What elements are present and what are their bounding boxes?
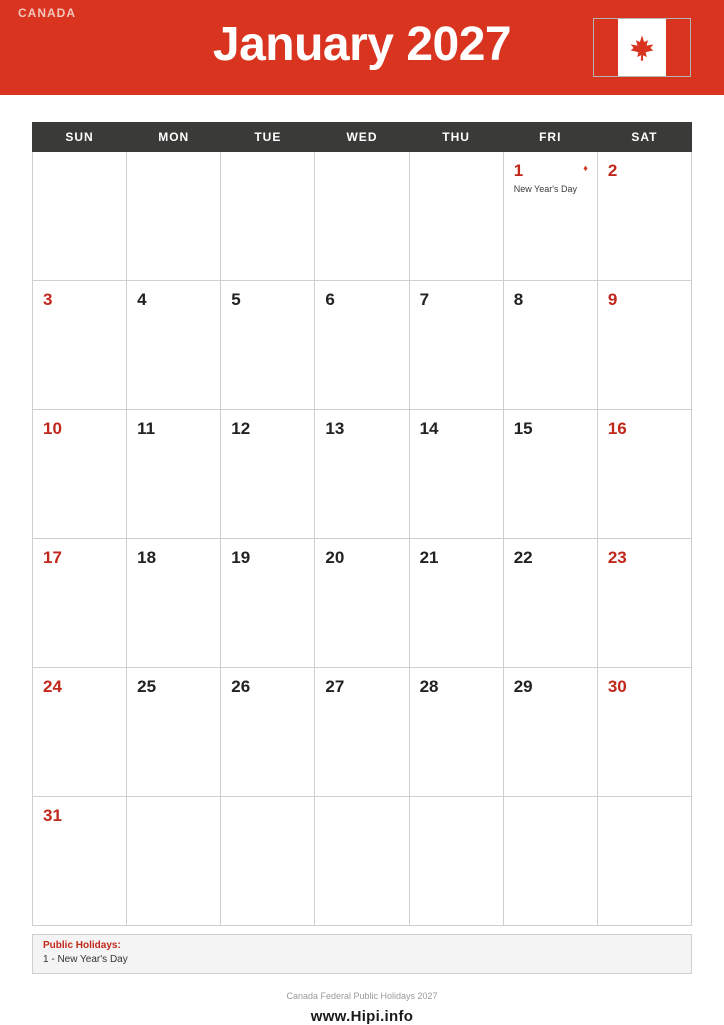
calendar-empty-cell xyxy=(127,152,221,281)
weekday-header-thu: THU xyxy=(409,123,503,152)
calendar-day-cell[interactable] xyxy=(33,668,127,797)
calendar-day-cell[interactable] xyxy=(409,281,503,410)
calendar-day-cell[interactable] xyxy=(33,539,127,668)
public-holidays-item: 1 - New Year's Day xyxy=(43,954,128,965)
calendar-empty-cell xyxy=(409,797,503,926)
day-number: 26 xyxy=(231,677,251,696)
country-label: CANADA xyxy=(18,6,76,20)
day-number: 28 xyxy=(419,677,439,696)
day-number: 2 xyxy=(607,161,618,180)
calendar-empty-cell xyxy=(221,152,315,281)
calendar-sheet xyxy=(0,95,724,926)
day-number: 4 xyxy=(137,290,147,309)
day-number: 22 xyxy=(513,548,533,567)
day-number: 10 xyxy=(43,419,62,438)
calendar-empty-cell xyxy=(315,797,409,926)
day-number: 11 xyxy=(137,419,156,438)
day-number: 8 xyxy=(513,290,524,309)
weekday-header-sun: SUN xyxy=(33,123,127,152)
day-number: 5 xyxy=(231,290,241,309)
calendar-day-cell[interactable] xyxy=(409,668,503,797)
calendar-day-cell[interactable] xyxy=(221,668,315,797)
weekday-header-row xyxy=(33,123,692,152)
calendar-day-cell[interactable] xyxy=(127,668,221,797)
calendar-day-cell[interactable] xyxy=(409,539,503,668)
calendar-day-cell[interactable] xyxy=(503,410,597,539)
day-number: 17 xyxy=(43,548,62,567)
calendar-day-cell[interactable] xyxy=(315,410,409,539)
calendar-day-cell[interactable] xyxy=(221,410,315,539)
weekday-header-tue: TUE xyxy=(221,123,315,152)
flag-left-band xyxy=(594,19,618,76)
day-number: 18 xyxy=(137,548,157,567)
day-number: 6 xyxy=(325,290,335,309)
day-number: 14 xyxy=(419,419,439,438)
calendar-empty-cell xyxy=(315,152,409,281)
calendar-empty-cell xyxy=(409,152,503,281)
day-number: 3 xyxy=(43,290,53,309)
holiday-marker-icon: ♦ xyxy=(583,163,588,173)
day-number: 16 xyxy=(607,419,627,438)
month-calendar xyxy=(32,122,692,926)
calendar-day-cell[interactable] xyxy=(127,539,221,668)
calendar-week-row xyxy=(33,281,692,410)
day-number: 23 xyxy=(607,548,627,567)
calendar-day-cell[interactable] xyxy=(315,668,409,797)
calendar-week-row xyxy=(33,668,692,797)
page-title: January 2027 xyxy=(212,18,512,71)
calendar-empty-cell xyxy=(127,797,221,926)
calendar-day-cell[interactable] xyxy=(315,539,409,668)
calendar-day-cell[interactable] xyxy=(503,668,597,797)
calendar-week-row xyxy=(33,539,692,668)
day-number: 13 xyxy=(325,419,345,438)
day-number: 1 xyxy=(513,161,524,180)
calendar-day-cell[interactable] xyxy=(33,410,127,539)
day-number: 19 xyxy=(231,548,251,567)
calendar-empty-cell xyxy=(503,797,597,926)
day-number: 12 xyxy=(231,419,251,438)
calendar-day-cell[interactable] xyxy=(597,410,691,539)
calendar-day-cell[interactable] xyxy=(597,668,691,797)
footer-credit: Canada Federal Public Holidays 2027 xyxy=(286,991,438,1001)
calendar-day-cell[interactable] xyxy=(597,281,691,410)
calendar-day-cell[interactable] xyxy=(503,152,597,281)
day-number: 7 xyxy=(419,290,430,309)
calendar-day-cell[interactable] xyxy=(503,539,597,668)
day-number: 27 xyxy=(325,677,345,696)
day-number: 29 xyxy=(513,677,533,696)
flag-right-band xyxy=(666,19,690,76)
canada-flag-icon xyxy=(593,18,691,77)
public-holidays-title: Public Holidays: xyxy=(43,940,121,951)
calendar-day-cell[interactable] xyxy=(127,281,221,410)
calendar-day-cell[interactable] xyxy=(221,281,315,410)
calendar-empty-cell xyxy=(221,797,315,926)
flag-center-panel xyxy=(618,19,666,76)
day-number: 20 xyxy=(325,548,345,567)
weekday-header-wed: WED xyxy=(315,123,409,152)
calendar-week-row xyxy=(33,152,692,281)
calendar-day-cell[interactable] xyxy=(33,797,127,926)
weekday-header-sat: SAT xyxy=(597,123,691,152)
calendar-week-row xyxy=(33,410,692,539)
day-event-label: New Year's Day xyxy=(513,184,577,194)
weekday-header-mon: MON xyxy=(127,123,221,152)
day-number: 30 xyxy=(607,677,627,696)
calendar-day-cell[interactable] xyxy=(597,152,691,281)
day-number: 31 xyxy=(43,806,62,825)
public-holidays-box xyxy=(32,934,692,974)
calendar-day-cell[interactable] xyxy=(127,410,221,539)
day-number: 25 xyxy=(137,677,157,696)
day-number: 21 xyxy=(419,548,439,567)
weekday-header-fri: FRI xyxy=(503,123,597,152)
calendar-header xyxy=(0,0,724,95)
day-number: 24 xyxy=(43,677,62,696)
calendar-day-cell[interactable] xyxy=(221,539,315,668)
calendar-empty-cell xyxy=(33,152,127,281)
day-number: 15 xyxy=(513,419,533,438)
calendar-week-row xyxy=(33,797,692,926)
calendar-empty-cell xyxy=(597,797,691,926)
footer-site: www.Hipi.info xyxy=(310,1008,414,1025)
calendar-day-cell[interactable] xyxy=(503,281,597,410)
calendar-day-cell[interactable] xyxy=(597,539,691,668)
maple-leaf-icon xyxy=(627,33,657,63)
day-number: 9 xyxy=(607,290,618,309)
calendar-day-cell[interactable] xyxy=(409,410,503,539)
calendar-day-cell[interactable] xyxy=(315,281,409,410)
calendar-day-cell[interactable] xyxy=(33,281,127,410)
calendar-body xyxy=(33,152,692,926)
